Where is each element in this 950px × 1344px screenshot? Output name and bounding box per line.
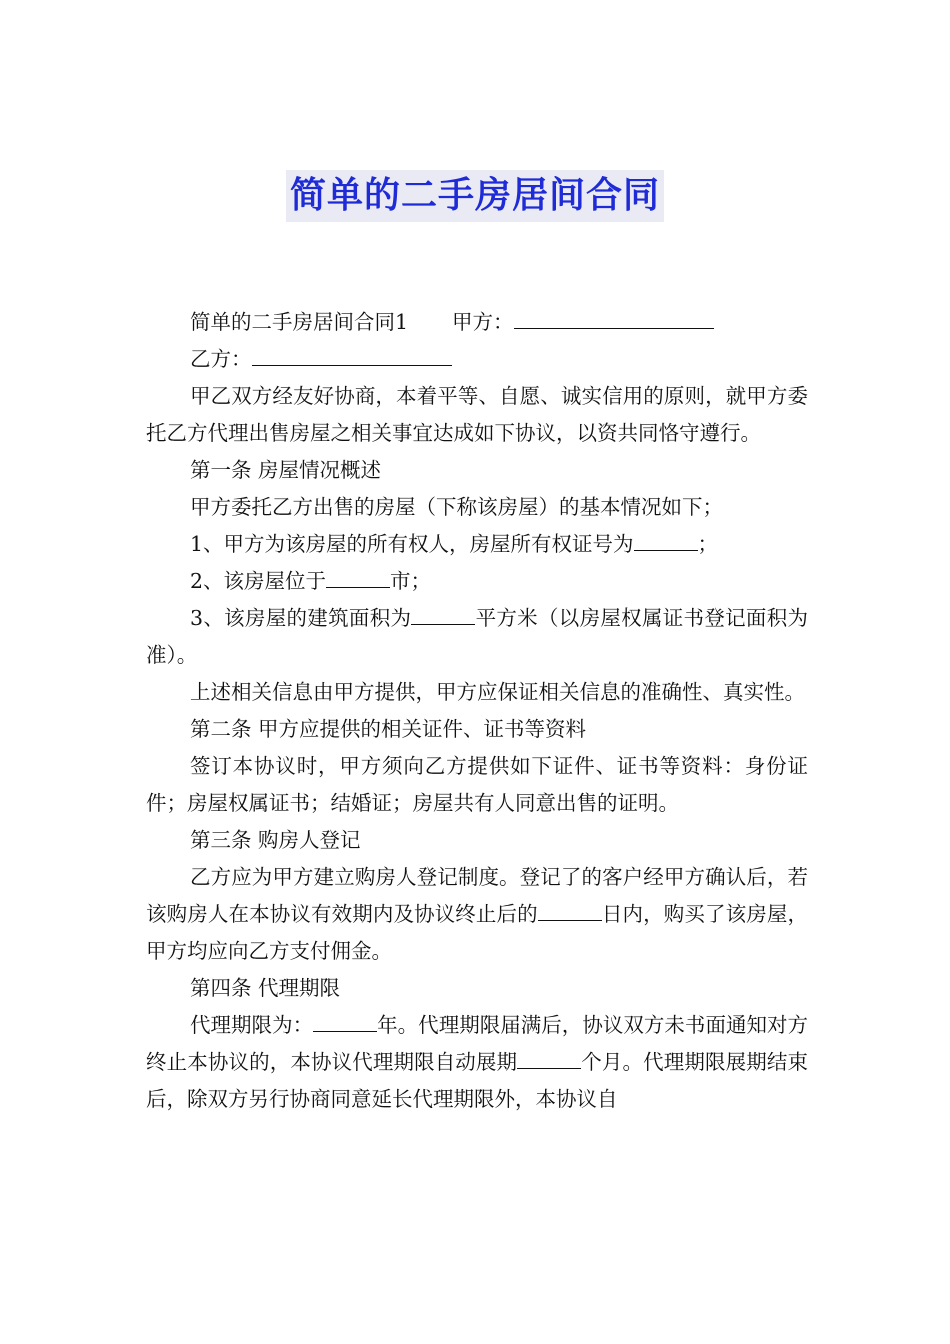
- title-container: [0, 170, 950, 222]
- term-text-1: 代理期限为：: [190, 1013, 314, 1037]
- item-2-text: 2、该房屋位于: [190, 569, 327, 593]
- item-3-end: 平方米（以房屋权属证书登记面积为准）。: [146, 606, 809, 667]
- item-2-end: 市；: [390, 569, 432, 593]
- city-blank: [326, 565, 390, 588]
- paragraph-documents: 签订本协议时，甲方须向乙方提供如下证件、证书等资料：身份证件；房屋权属证书；结婚证；房屋共有人同意出售的证明。: [146, 754, 808, 815]
- party-a-label: 甲方：: [452, 310, 514, 334]
- term-text-3: 个月。代理期限展期结束后，除双方另行协商同意延长代理期限外，本协议自: [146, 1050, 808, 1111]
- contract-heading-text: 简单的二手房居间合同1: [190, 310, 409, 334]
- days-blank: [538, 898, 602, 921]
- paragraph-info-accuracy: 上述相关信息由甲方提供，甲方应保证相关信息的准确性、真实性。: [190, 680, 805, 704]
- item-3-text: 3、该房屋的建筑面积为: [190, 606, 412, 630]
- article-2-heading: 第二条 甲方应提供的相关证件、证书等资料: [190, 717, 587, 741]
- paragraph-party-b: [146, 341, 808, 378]
- area-blank: [411, 602, 475, 625]
- registration-text: 乙方应为甲方建立购房人登记制度。登记了的客户经甲方确认后，若该购房人在本协议有效期内及协议终止后的: [146, 865, 808, 926]
- paragraph-item-3: [146, 600, 808, 674]
- paragraph-party-a: [146, 304, 808, 341]
- paragraph-agency-term: [146, 1007, 808, 1118]
- paragraph-item-2: [146, 563, 808, 600]
- registration-text-end: 日内，购买了该房屋，甲方均应向乙方支付佣金。: [146, 902, 809, 963]
- item-1-end: ；: [697, 532, 719, 556]
- months-blank: [517, 1046, 581, 1069]
- term-text-2: 年。代理期限届满后，协议双方未书面通知对方终止本协议的，本协议代理期限自动展期: [146, 1013, 809, 1074]
- paragraph-property-intro: 甲方委托乙方出售的房屋（下称该房屋）的基本情况如下；: [190, 495, 723, 519]
- article-1-heading: 第一条 房屋情况概述: [190, 458, 382, 482]
- article-4-heading: 第四条 代理期限: [190, 976, 341, 1000]
- item-1-text: 1、甲方为该房屋的所有权人，房屋所有权证号为: [190, 532, 634, 556]
- article-3-heading: 第三条 购房人登记: [190, 828, 361, 852]
- party-a-blank: [514, 306, 714, 329]
- years-blank: [313, 1009, 377, 1032]
- certificate-number-blank: [634, 528, 698, 551]
- party-b-blank: [252, 343, 452, 366]
- document-body: [146, 304, 808, 1118]
- paragraph-buyer-registration: [146, 859, 808, 970]
- paragraph-item-1: [146, 526, 808, 563]
- paragraph-preamble: 甲乙双方经友好协商，本着平等、自愿、诚实信用的原则，就甲方委托乙方代理出售房屋之相关事宜达成如下协议，以资共同恪守遵行。: [146, 384, 808, 445]
- document-title: 简单的二手房居间合同: [286, 170, 664, 222]
- party-b-label: 乙方：: [190, 347, 252, 371]
